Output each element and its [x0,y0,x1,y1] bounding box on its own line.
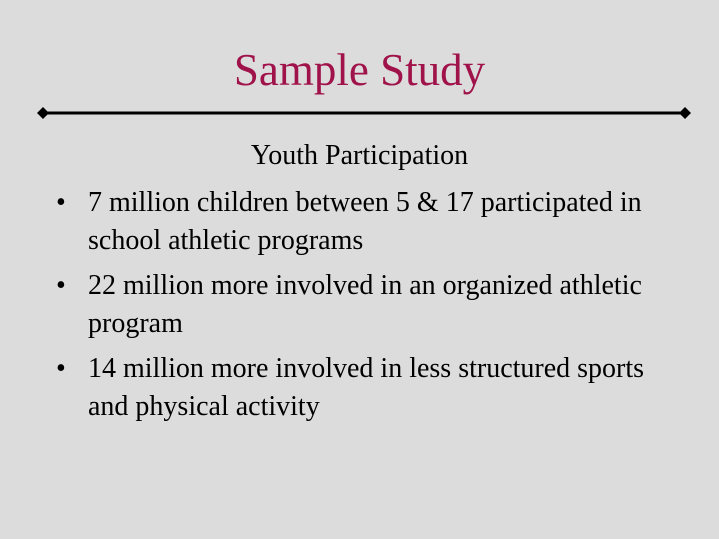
slide-title: Sample Study [233,45,486,95]
divider-line-with-diamonds [36,106,692,120]
bullet-list [56,184,676,433]
title-divider [36,106,692,120]
right-diamond-icon [679,107,691,119]
bullet-item [56,350,676,426]
bullet-text: 22 million more involved in an organized athletic program [88,270,642,339]
bullet-icon: • [56,187,66,218]
bullet-text: 14 million more involved in less structured sports and physical activity [88,353,645,422]
bullet-item [56,267,676,343]
bullet-text: 7 million children between 5 & 17 participated in school athletic programs [88,187,642,256]
slide-subtitle: Youth Participation [250,140,469,171]
bullet-item [56,184,676,260]
bullet-icon: • [56,270,66,301]
left-diamond-icon [37,107,49,119]
bullet-icon: • [56,353,66,384]
